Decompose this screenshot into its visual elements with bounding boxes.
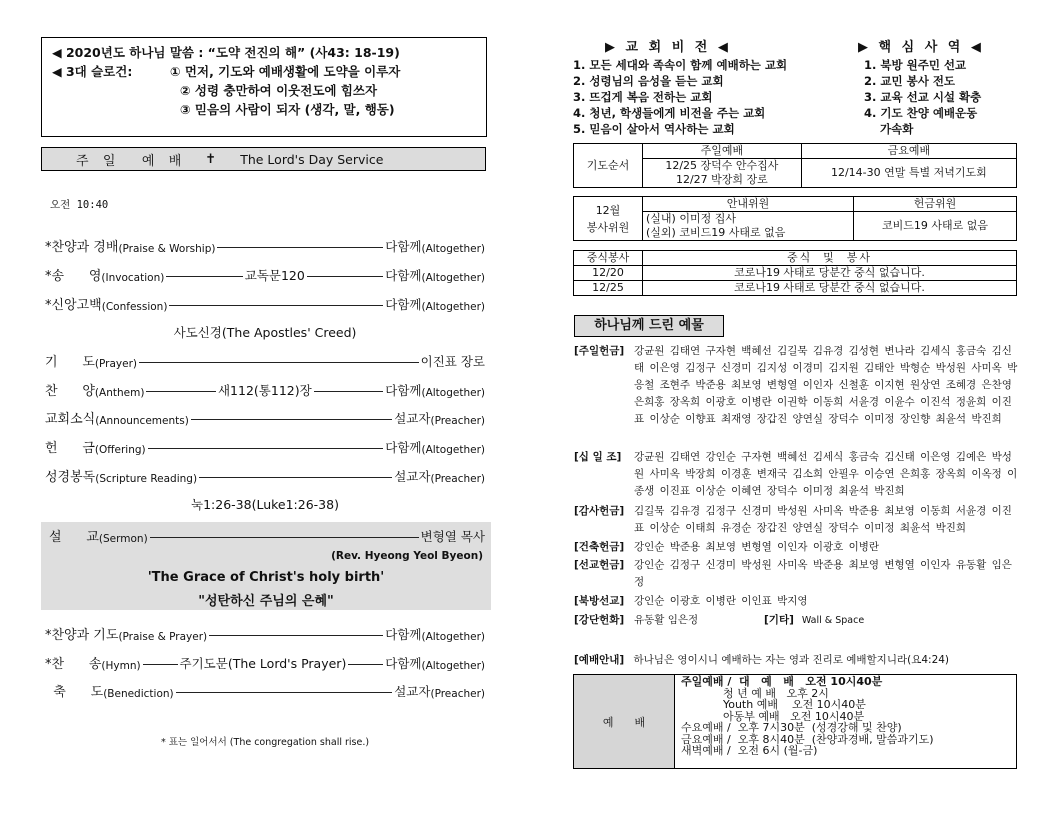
footnote: * 표는 일어서서 (The congregation shall rise.) [160, 737, 370, 748]
volunteer-row-label: 12월 봉사위원 [574, 197, 643, 241]
order-label-en: (Confession) [101, 301, 168, 313]
preacher-name: 변형열 목사 [420, 529, 485, 544]
order-item [45, 236, 485, 255]
yearly-verse: ◀ 2020년도 하나님 말씀 : “도약 전진의 해” (사43: 18-19) [52, 45, 400, 60]
leader-line [166, 276, 242, 277]
order-label: *신앙고백 [45, 298, 102, 313]
order-item [45, 681, 485, 700]
worship-times [675, 675, 1016, 768]
leader-line [176, 692, 393, 693]
prayer-schedule-table [573, 143, 1017, 188]
offering-row: [감사헌금] 김길묵 김유경 김정구 신경미 박성원 사미옥 박준용 최보영 이동희 서윤경 이진표 이상순 이태희 유경순 장갑진 양연실 장덕수 이미정 최윤석 박진희 [574, 505, 1012, 534]
order-label-en: (Offering) [94, 444, 146, 456]
lunch-note: 코로나19 사태로 당분간 중식 없습니다. [643, 281, 1017, 296]
order-label: 성경봉독 [45, 470, 96, 485]
lunch-note: 코로나19 사태로 당분간 중식 없습니다. [643, 266, 1017, 281]
guide-col: 안내위원 [643, 197, 854, 212]
verse-box [41, 37, 487, 137]
preacher-name-en: (Rev. Hyeong Yeol Byeon) [331, 550, 483, 562]
ministry-item: 가속화 [880, 122, 914, 136]
order-label: 찬 양 [45, 384, 95, 399]
order-item [45, 380, 485, 399]
order-label: 교회소식 [45, 412, 96, 427]
vision-item: 1. 모든 세대와 족속이 함께 예배하는 교회 [573, 58, 788, 72]
lunch-col-date: 중식봉사 [574, 251, 643, 266]
service-header-en: The Lord's Day Service [240, 151, 384, 167]
leader-line [148, 448, 384, 449]
order-leader: 설교자 [394, 469, 431, 484]
order-detail: 교독문120 [244, 268, 305, 283]
order-item [45, 294, 485, 313]
order-leader-en: (Preacher) [430, 415, 485, 427]
order-leader-en: (Preacher) [430, 473, 485, 485]
order-label: 축 도 [45, 685, 104, 700]
order-item [45, 466, 485, 485]
order-leader: 다함께 [385, 268, 422, 283]
order-label: 기 도 [45, 355, 95, 370]
slogan-1: ① 먼저, 기도와 예배생활에 도약을 이루자 [170, 64, 401, 79]
offering-cell: 코비드19 사태로 없음 [854, 212, 1017, 241]
service-time: 오전 10:40 [50, 199, 109, 211]
leader-line [307, 276, 383, 277]
order-label: *찬양과 경배 [45, 240, 119, 255]
leader-line [146, 391, 216, 392]
order-leader-en: (Altogether) [421, 387, 485, 399]
slogan-label: ◀ 3대 슬로건: [52, 64, 133, 79]
worship-time-line: 금요예배 / 오후 8시40분 (찬양과경배, 말씀과기도) [681, 732, 934, 746]
order-item [45, 265, 485, 284]
order-item [45, 624, 485, 643]
order-leader-en: (Preacher) [430, 688, 485, 700]
order-leader-en: (Altogether) [421, 660, 485, 672]
ministry-list [864, 57, 981, 137]
service-header-ko: 주 일 예 배 [76, 153, 184, 169]
order-label-en: (Scripture Reading) [95, 473, 198, 485]
worship-time-line: 청 년 예 배 오후 2시 [681, 686, 829, 700]
order-leader: 다함께 [385, 627, 422, 642]
prayer-col-sunday: 주일예배 [643, 144, 802, 159]
service-header [41, 147, 486, 171]
worship-time-line: 새벽예배 / 오전 6시 (월-금) [681, 744, 818, 757]
leader-line [217, 247, 383, 248]
prayer-sunday-cell: 12/25 장덕수 안수집사 12/27 박장희 장로 [643, 159, 802, 188]
ministry-item: 2. 교민 봉사 전도 [864, 74, 956, 88]
leader-line [143, 664, 178, 665]
slogan-3: ③ 믿음의 사람이 되자 (생각, 말, 행동) [180, 102, 395, 117]
order-leader-en: (Altogether) [421, 301, 485, 313]
order-label-en: (Anthem) [94, 387, 145, 399]
vision-list [573, 57, 787, 137]
order-item [45, 437, 485, 456]
ministry-item: 4. 기도 찬양 예배운동 [864, 106, 978, 120]
worship-time-line: 주일예배 / 대 예 배 오전 10시40분 [681, 675, 883, 688]
order-item [45, 408, 485, 427]
order-label-en: (Prayer) [94, 358, 138, 370]
worship-table-label: 예 배 [574, 675, 675, 768]
worship-guide: [예배안내] 하나님은 영이시니 예배하는 자는 영과 진리로 예배할지니라(요4:24) [574, 654, 950, 666]
order-leader-en: (Altogether) [421, 444, 485, 456]
order-leader: 설교자 [394, 684, 431, 699]
worship-time-line: Youth 예배 오전 10시40분 [681, 698, 866, 711]
offering-row: [건축헌금] 강인순 박준용 최보영 변형열 이인자 이광호 이병란 [574, 541, 880, 553]
order-leader: 설교자 [394, 411, 431, 426]
vision-item: 3. 뜨겁게 복음 전하는 교회 [573, 90, 713, 104]
order-detail: 주기도문(The Lord's Prayer) [179, 656, 347, 671]
ministry-item: 1. 북방 원주민 선교 [864, 58, 967, 72]
worship-time-line: 아동부 예배 오전 10시40분 [681, 709, 865, 723]
vision-item: 4. 청년, 학생들에게 비전을 주는 교회 [573, 106, 766, 120]
order-leader-en: (Altogether) [421, 272, 486, 284]
leader-line [314, 391, 384, 392]
offering-col: 헌금위원 [854, 197, 1017, 212]
vision-item: 2. 성령님의 음성을 듣는 교회 [573, 74, 724, 88]
lunch-date: 12/25 [574, 281, 643, 296]
guide-cell: (실내) 이미정 집사 (실외) 코비드19 사태로 없음 [643, 212, 854, 241]
offering-row: [북방선교] 강인순 이광호 이병란 이인표 박지영 [574, 595, 808, 607]
lunch-date: 12/20 [574, 266, 643, 281]
leader-line [191, 419, 392, 420]
leader-line [209, 635, 383, 636]
leader-line [199, 477, 392, 478]
offering-row: [주일헌금] 강균원 김태연 구자현 백혜선 김길묵 김유경 김성현 변나라 김세식 홍금숙 김신태 이은영 김정구 신경미 김지성 이경미 김지원 김태안 박형순 박성원 사미옥 박응철 조현주 박준용 최보영 변형열 이인자 신철훈 이지현 원상연 조혜경 은찬영 은희홍 장옥희 이광호 이병란 이권학 이동희 서윤경 이윤수 이진석 정윤희 이진표 이상순 이향표 최재영 장갑진 양연실 장덕수 이미정 장인향 최윤석 박진희 [574, 345, 1018, 425]
ministry-item: 3. 교육 선교 시설 확충 [864, 90, 982, 104]
order-leader: 이진표 장로 [420, 354, 485, 369]
order-leader: 다함께 [385, 383, 422, 398]
prayer-row-label: 기도순서 [574, 144, 643, 188]
volunteer-table [573, 196, 1017, 241]
prayer-col-friday: 금요예배 [801, 144, 1016, 159]
offering-row: [선교헌금] 강인순 김정구 신경미 박성원 사미옥 박준용 최보영 변형열 이인자 유동활 임은정 [574, 559, 1012, 588]
offering-row: [십 일 조] 강균원 김태연 강인순 구자현 백혜선 김세식 홍금숙 김신태 이은영 김예은 박성원 사미옥 박장희 이경훈 변재국 김소희 안필우 이승연 은희홍 장옥희 이옥정 이종생 이진표 이상순 이혜연 장덕수 이미정 최윤석 박진희 [574, 451, 1018, 497]
order-label: 헌 금 [45, 441, 95, 456]
worship-time-line: 수요예배 / 오후 7시30분 (성경강해 및 찬양) [681, 721, 902, 734]
leader-line [348, 664, 383, 665]
scripture-reference: 눅1:26-38(Luke1:26-38) [191, 497, 339, 512]
order-leader: 다함께 [385, 440, 422, 455]
order-label-en: (Praise & Prayer) [118, 631, 208, 643]
order-label-en: (Announcements) [95, 415, 189, 427]
cross-icon: ✝ [205, 151, 217, 167]
order-leader-en: (Altogether) [421, 631, 485, 643]
order-label-en: (Praise & Worship) [118, 243, 216, 255]
sermon-block [41, 522, 491, 610]
sermon-title-en: 'The Grace of Christ's holy birth' [147, 570, 385, 585]
order-leader-en: (Altogether) [421, 243, 485, 255]
leader-line [169, 305, 383, 306]
order-label: *송 영 [45, 269, 102, 284]
order-label-en: (Invocation) [101, 272, 165, 284]
offering-title: 하나님께 드린 예물 [574, 315, 724, 337]
order-item [45, 653, 485, 672]
vision-item: 5. 믿음이 살아서 역사하는 교회 [573, 122, 735, 136]
creed: 사도신경(The Apostles' Creed) [173, 325, 357, 340]
order-item [45, 351, 485, 370]
order-leader: 다함께 [385, 239, 422, 254]
leader-line [139, 362, 419, 363]
order-label: *찬양과 기도 [45, 628, 119, 643]
sermon-title-ko: "성탄하신 주님의 은혜" [198, 594, 334, 609]
prayer-friday-cell: 12/14-30 연말 특별 저녁기도회 [801, 159, 1016, 188]
order-label: *찬 송 [45, 657, 102, 672]
offering-row: [강단헌화] 유동활 임은정 [기타] Wall & Space [574, 614, 865, 626]
worship-schedule-table [573, 674, 1017, 769]
slogan-2: ② 성령 충만하여 이웃전도에 힘쓰자 [180, 83, 378, 98]
ministry-title: ▶ 핵 심 사 역 ◀ [858, 40, 984, 55]
lunch-col-note: 중식 및 봉사 [643, 251, 1017, 266]
lunch-table [573, 250, 1017, 296]
order-leader: 다함께 [385, 656, 422, 671]
sermon-row: 설 교 (Sermon) 변형열 목사 [49, 529, 485, 545]
order-label-en: (Benediction) [103, 688, 174, 700]
order-label-en: (Hymn) [101, 660, 141, 672]
order-detail: 새112(통112)장 [217, 383, 312, 398]
order-leader: 다함께 [385, 297, 422, 312]
vision-title: ▶ 교 회 비 전 ◀ [605, 40, 731, 55]
